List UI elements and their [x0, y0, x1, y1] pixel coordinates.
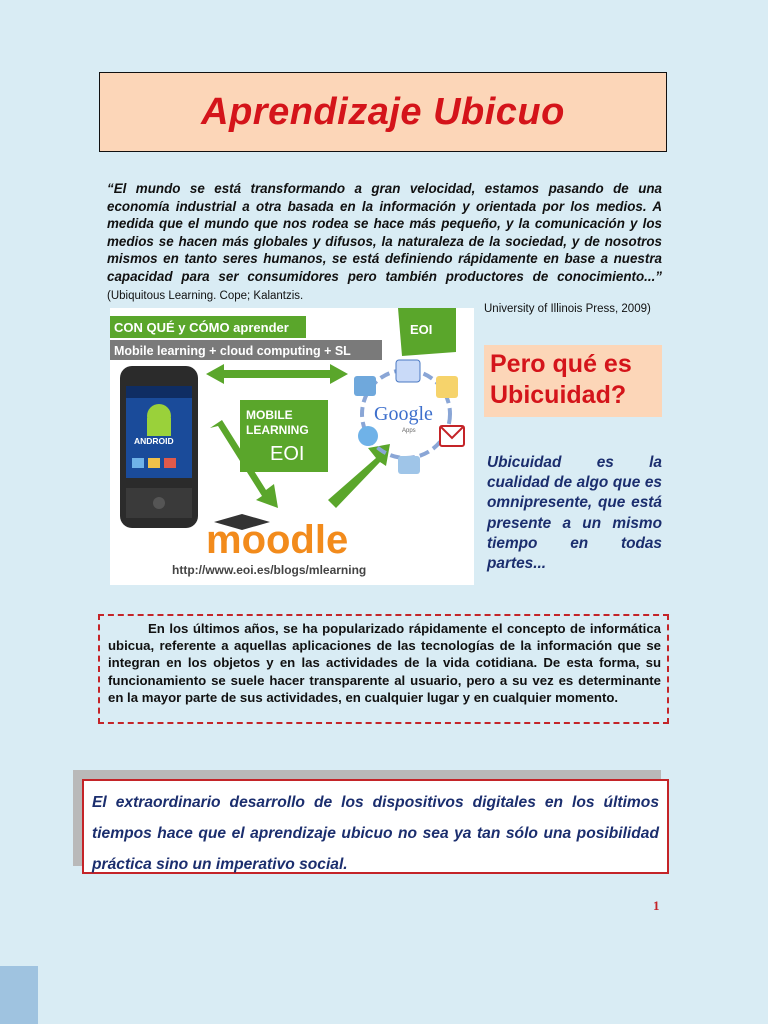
arrow-moodle-google — [328, 444, 390, 508]
mobile-learning-infographic — [110, 308, 474, 585]
phone-brand-text: ANDROID — [134, 436, 174, 446]
center-line3: EOI — [270, 443, 305, 465]
center-line2: LEARNING — [246, 423, 309, 437]
page-number: 1 — [653, 898, 660, 913]
pero-line2: Ubicuidad? — [490, 381, 627, 409]
android-phone — [120, 366, 198, 528]
calendar-icon — [354, 376, 376, 396]
google-logo-text: Google — [374, 403, 433, 425]
google-apps-text: Apps — [402, 428, 416, 434]
pero-line1: Pero qué es — [490, 350, 632, 378]
pero-que-es-box — [484, 345, 662, 417]
center-line1: MOBILE — [246, 408, 293, 422]
ubiquitous-computing-paragraph: En los últimos años, se ha popularizado rápidamente el concepto de informática ubicua, referente a aquellas aplicaciones de las tecnologías de la información que se integran en los objetos y en las actividades de la vida cotidiana. De esta forma, su funcionamiento se suele hacer transparente al usuario, pero a su vez es determinante en la mayor parte de sus actividades, en cualquier lugar y en cualquier momento. — [108, 621, 661, 705]
banner-mobile-learning-text: Mobile learning + cloud computing + SL — [114, 344, 351, 358]
docs-icon — [396, 360, 420, 382]
spreadsheet-icon — [398, 456, 420, 474]
final-statement-box — [82, 779, 669, 874]
infographic-graphic — [110, 308, 474, 585]
final-statement: El extraordinario desarrollo de los dispositivos digitales en los últimos tiempos hace que el aprendizaje ubicuo no sea ya tan sólo una posibilidad práctica sino un imperativo social. — [92, 794, 659, 873]
page-title: Aprendizaje Ubicuo — [201, 90, 565, 133]
title-box — [99, 72, 667, 152]
corner-decoration — [0, 966, 38, 1024]
sites-icon — [436, 376, 458, 398]
banner-con-que-text: CON QUÉ y CÓMO aprender — [114, 320, 289, 335]
talk-icon — [358, 426, 378, 446]
quote-text: “El mundo se está transformando a gran velocidad, estamos pasando de una economía industrial a otra basada en la información y orientada por los medios. A medida que el mundo que nos rodea se hace más pequeño, y la comunicación y los medios se hacen más globales y difusos, la naturaleza de la sociedad, y de nosotros mismos en tanto seres humanos, se está definiendo rápidamente en base a nuestra capacidad para ser consumidores pero también productores de conocimiento...” — [107, 181, 662, 284]
intro-quote — [107, 180, 662, 305]
infographic-url: http://www.eoi.es/blogs/mlearning — [172, 563, 367, 577]
arrow-phone-google — [206, 364, 348, 384]
quote-citation-end: University of Illinois Press, 2009) — [484, 303, 651, 315]
ubiquitous-computing-box — [98, 614, 669, 724]
quote-citation-start: (Ubiquitous Learning. Cope; Kalantzis. — [107, 289, 304, 302]
moodle-logo-text: moodle — [206, 518, 349, 562]
eoi-logo-text: EOI — [410, 322, 433, 337]
ubicuidad-definition: Ubicuidad es la cualidad de algo que es omnipresente, que está presente a un mismo tiempo en todas partes... — [487, 454, 662, 573]
